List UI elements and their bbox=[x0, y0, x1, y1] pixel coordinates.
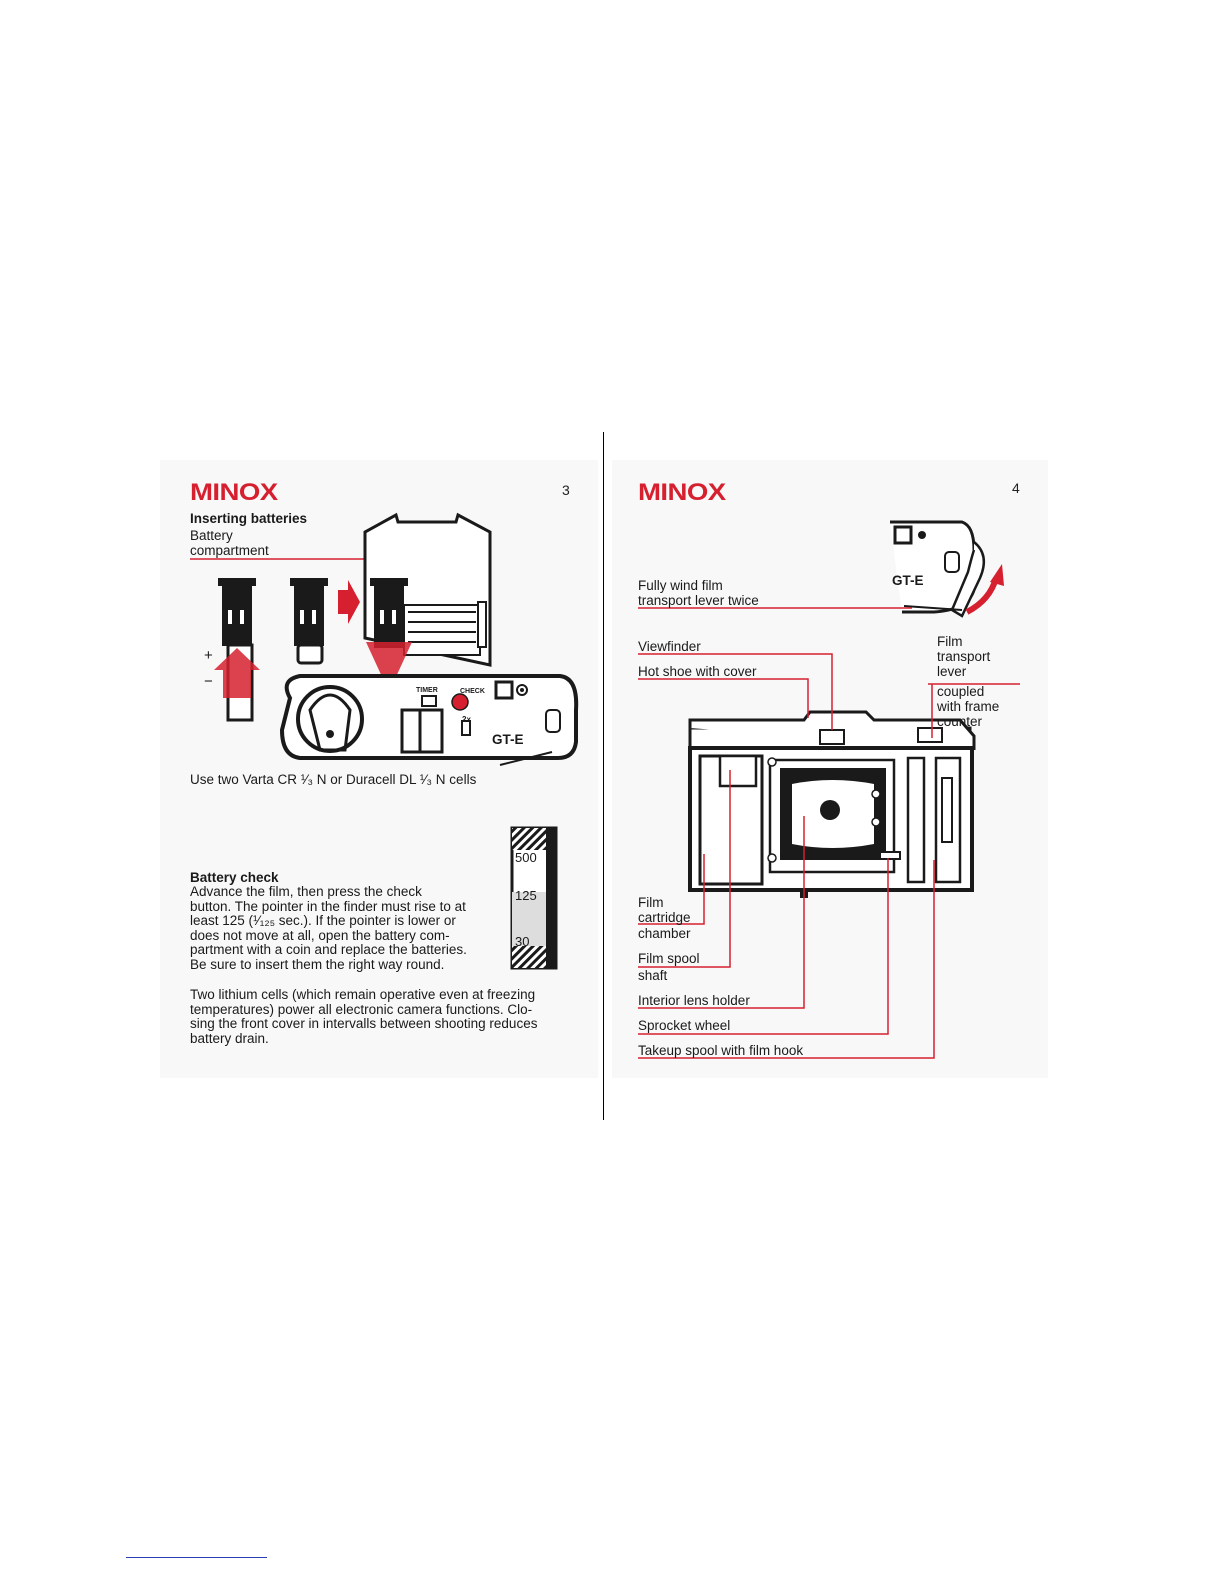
spool-shaft-label: Film spool bbox=[638, 951, 700, 966]
battery-illustration bbox=[160, 460, 598, 1078]
scale-value: 500 bbox=[515, 850, 537, 865]
wind-instruction-2: transport lever twice bbox=[638, 593, 759, 608]
lithium-text: Two lithium cells (which remain operative even at freezing temperatures) power all electronic camera functions. Clo- sing the front cover in intervalls between shooting reduces battery drain. bbox=[190, 987, 538, 1046]
section-heading: Inserting batteries bbox=[190, 511, 308, 526]
2x-label: 2x bbox=[462, 715, 471, 724]
cartridge-chamber-label: Film bbox=[638, 895, 664, 910]
battery-cell-2 bbox=[290, 578, 328, 663]
page-divider bbox=[603, 432, 604, 1120]
battery-compartment-label-2: compartment bbox=[190, 543, 269, 558]
frame-counter-label: coupled bbox=[937, 684, 985, 699]
cartridge-chamber-label-2: cartridge bbox=[638, 910, 691, 925]
frame-counter-label-3: counter bbox=[937, 714, 983, 729]
hot-shoe-label: Hot shoe with cover bbox=[638, 664, 757, 679]
transport-lever-label: Film bbox=[937, 634, 963, 649]
wind-instruction: Fully wind film bbox=[638, 578, 723, 593]
cartridge-chamber-label-3: chamber bbox=[638, 926, 691, 941]
timer-label: TIMER bbox=[416, 687, 438, 694]
cells-note: Use two Varta CR ¹⁄₃ N or Duracell DL ¹⁄₃ N cells bbox=[190, 772, 477, 787]
minus-sign: − bbox=[204, 673, 213, 690]
manual-page-4 bbox=[612, 460, 1048, 1078]
transport-lever-label-2: transport bbox=[937, 649, 991, 664]
camera-interior-illustration bbox=[612, 460, 1048, 1078]
sprocket-wheel-label: Sprocket wheel bbox=[638, 1018, 731, 1033]
check-label: CHECK bbox=[460, 688, 485, 695]
scale-value: 125 bbox=[515, 888, 537, 903]
battery-check-text: Advance the film, then press the check button. The pointer in the finder must rise to at least 125 (¹⁄₁₂₅ sec.). If the pointer is lower or does not move at all, open the battery com- partment with a coin and replace the batteries. Be sure to insert them the right way round. bbox=[190, 884, 467, 972]
frame-counter-label-2: with frame bbox=[937, 699, 1000, 714]
manual-page-3 bbox=[160, 460, 598, 1078]
transport-lever-label-3: lever bbox=[937, 664, 967, 679]
spool-shaft-label-2: shaft bbox=[638, 968, 668, 983]
model-label: GT-E bbox=[892, 573, 924, 588]
minox-logo: MINOX bbox=[638, 479, 726, 506]
battery-compartment-label: Battery bbox=[190, 528, 233, 543]
insert-right-arrow bbox=[338, 580, 360, 624]
viewfinder-label: Viewfinder bbox=[638, 639, 701, 654]
footer-rule bbox=[126, 1557, 267, 1558]
page-number: 3 bbox=[562, 482, 570, 498]
model-label: GT-E bbox=[492, 732, 524, 747]
scale-value: 30 bbox=[515, 934, 530, 949]
lens-holder-label: Interior lens holder bbox=[638, 993, 750, 1008]
plus-sign: + bbox=[204, 647, 213, 664]
minox-logo: MINOX bbox=[190, 479, 278, 506]
takeup-spool-label: Takeup spool with film hook bbox=[638, 1043, 804, 1058]
battery-cell-3 bbox=[370, 578, 408, 648]
page-number: 4 bbox=[1012, 480, 1020, 496]
battery-check-heading: Battery check bbox=[190, 870, 279, 885]
